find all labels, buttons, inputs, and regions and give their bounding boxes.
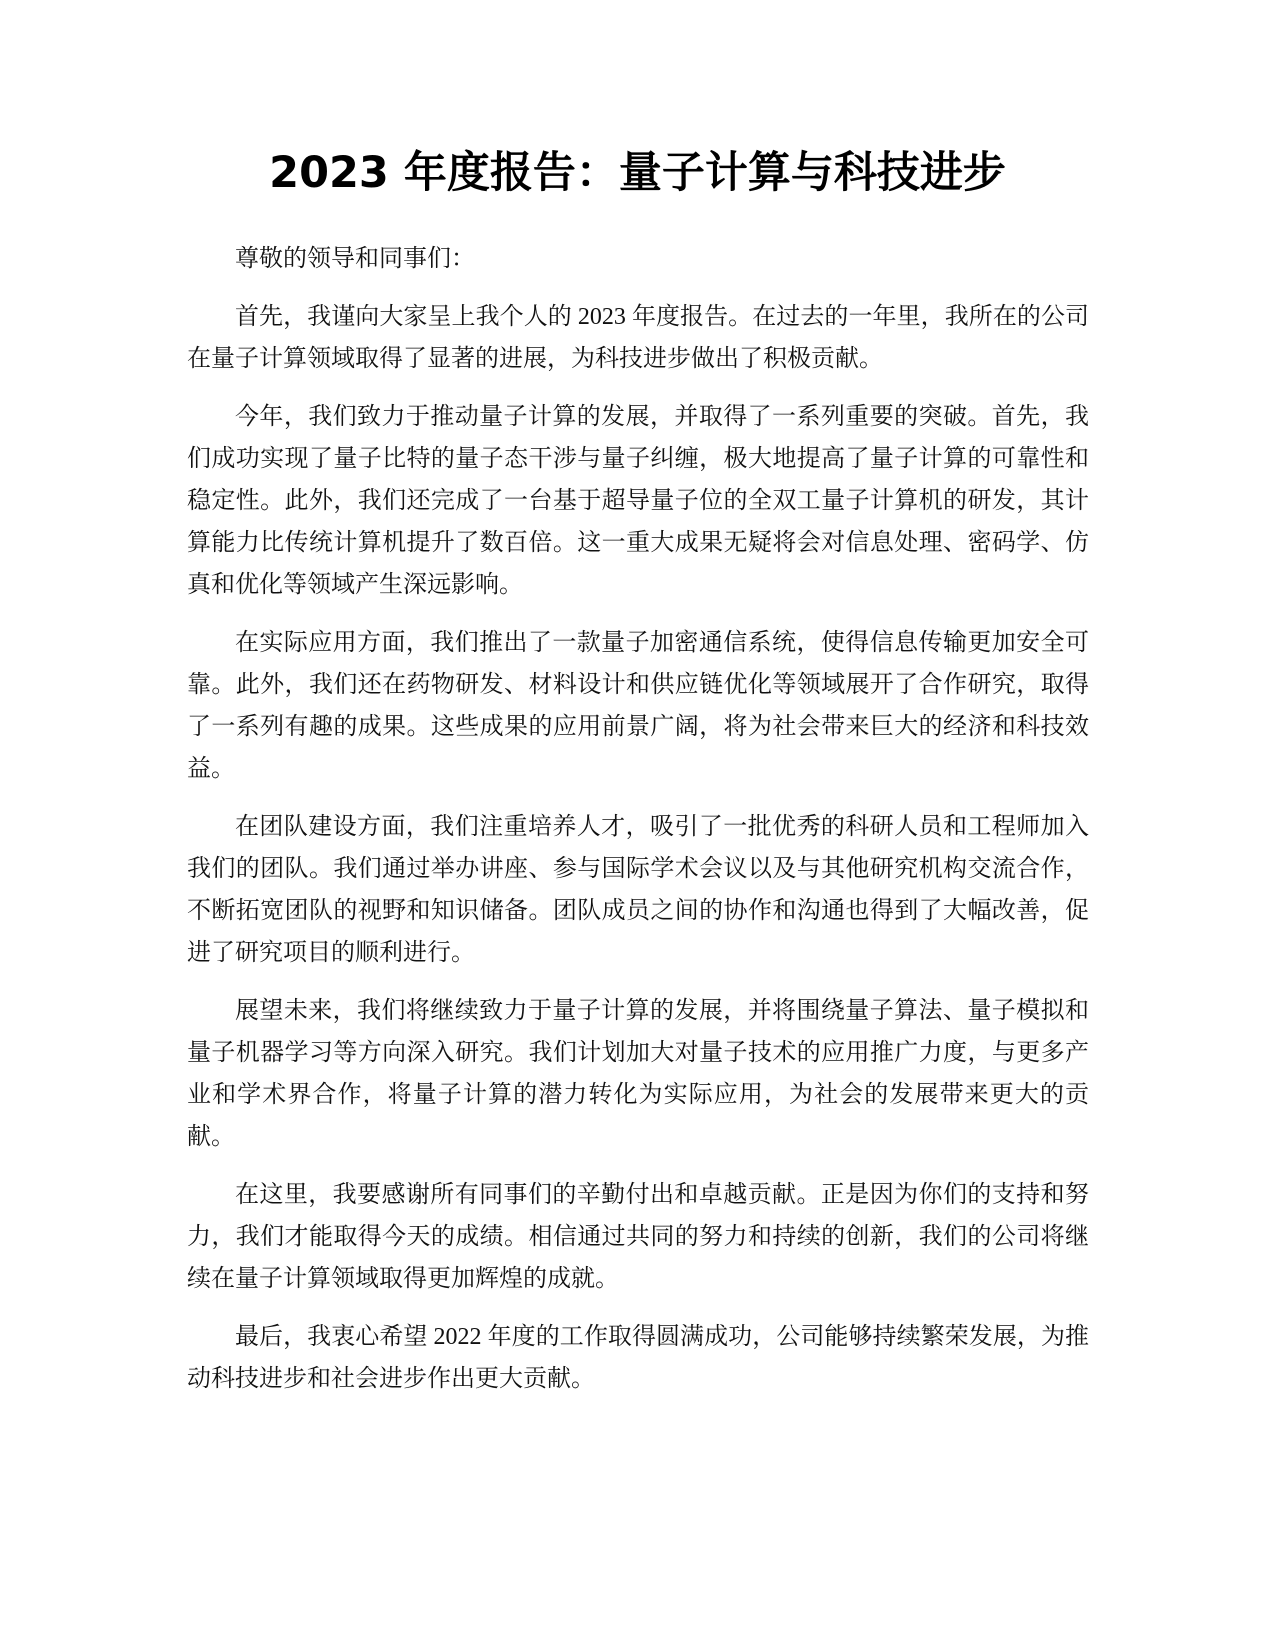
document-title: 2023 年度报告：量子计算与科技进步 xyxy=(269,148,1006,198)
document-body xyxy=(187,238,1089,1416)
salutation: 尊敬的领导和同事们： xyxy=(235,246,475,272)
paragraph-intro: 首先，我谨向大家呈上我个人的 2023 年度报告。在过去的一年里，我所在的公司在量子计算领域取得了显著的进展，为科技进步做出了积极贡献。 xyxy=(187,304,1089,372)
paragraph-thanks: 在这里，我要感谢所有同事们的辛勤付出和卓越贡献。正是因为你们的支持和努力，我们才能取得今天的成绩。相信通过共同的努力和持续的创新，我们的公司将继续在量子计算领域取得更加辉煌的成就。 xyxy=(187,1182,1089,1292)
paragraph-applications: 在实际应用方面，我们推出了一款量子加密通信系统，使得信息传输更加安全可靠。此外，我们还在药物研发、材料设计和供应链优化等领域展开了合作研究，取得了一系列有趣的成果。这些成果的应用前景广阔，将为社会带来巨大的经济和科技效益。 xyxy=(187,630,1089,782)
paragraph-outlook: 展望未来，我们将继续致力于量子计算的发展，并将围绕量子算法、量子模拟和量子机器学习等方向深入研究。我们计划加大对量子技术的应用推广力度，与更多产业和学术界合作，将量子计算的潜力转化为实际应用，为社会的发展带来更大的贡献。 xyxy=(187,998,1089,1150)
paragraph-breakthroughs: 今年，我们致力于推动量子计算的发展，并取得了一系列重要的突破。首先，我们成功实现了量子比特的量子态干涉与量子纠缠，极大地提高了量子计算的可靠性和稳定性。此外，我们还完成了一台基于超导量子位的全双工量子计算机的研发，其计算能力比传统计算机提升了数百倍。这一重大成果无疑将会对信息处理、密码学、仿真和优化等领域产生深远影响。 xyxy=(187,404,1089,598)
paragraph-team: 在团队建设方面，我们注重培养人才，吸引了一批优秀的科研人员和工程师加入我们的团队。我们通过举办讲座、参与国际学术会议以及与其他研究机构交流合作，不断拓宽团队的视野和知识储备。团队成员之间的协作和沟通也得到了大幅改善，促进了研究项目的顺利进行。 xyxy=(187,814,1089,966)
paragraph-closing: 最后，我衷心希望 2022 年度的工作取得圆满成功，公司能够持续繁荣发展，为推动科技进步和社会进步作出更大贡献。 xyxy=(187,1324,1089,1392)
